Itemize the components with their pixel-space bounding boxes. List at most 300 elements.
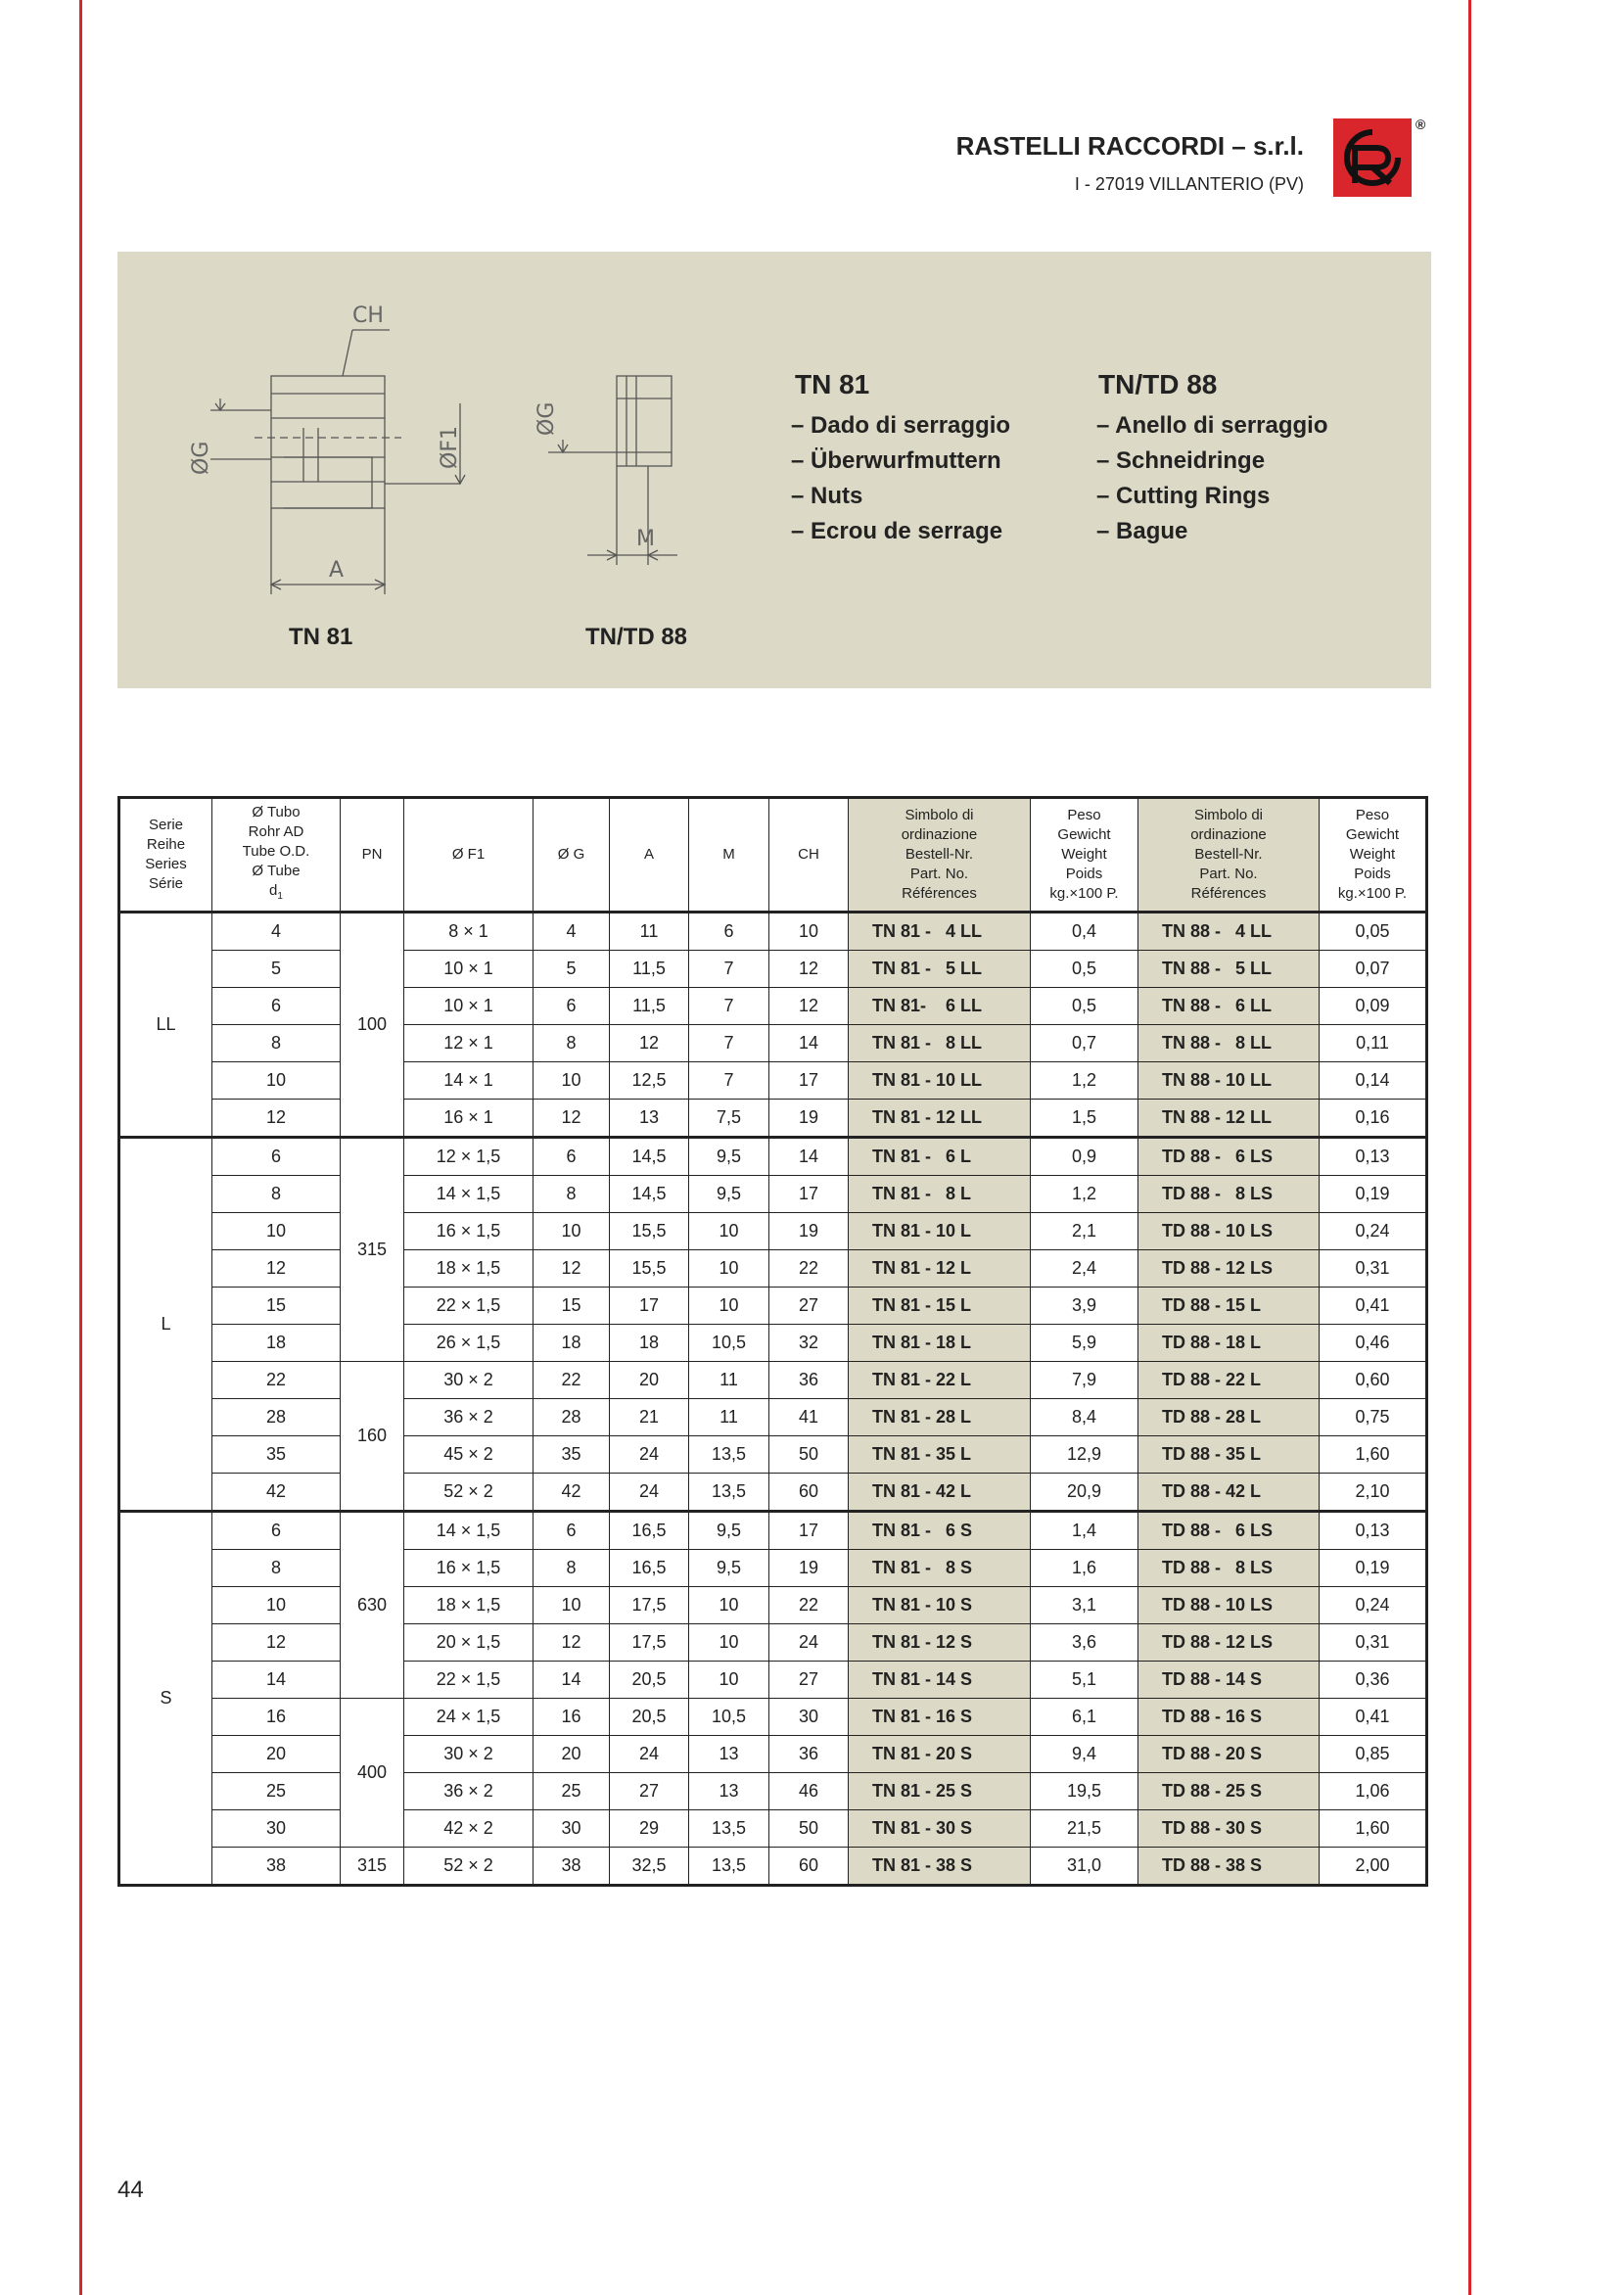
cell-tube-od: 5: [212, 951, 341, 988]
cell-g: 35: [534, 1436, 610, 1474]
cell-ch: 30: [769, 1699, 849, 1736]
cell-g: 12: [534, 1624, 610, 1662]
cell-tube-od: 28: [212, 1399, 341, 1436]
cell-f1: 24 × 1,5: [404, 1699, 534, 1736]
page-number: 44: [117, 2177, 144, 2203]
cell-a: 17,5: [610, 1587, 689, 1624]
cell-g: 18: [534, 1325, 610, 1362]
cell-weight-ring: 1,60: [1320, 1810, 1427, 1848]
cell-f1: 22 × 1,5: [404, 1288, 534, 1325]
cell-code-ring: TN 88 - 8 LL: [1138, 1025, 1320, 1062]
cell-code-nut: TN 81 - 6 S: [849, 1512, 1031, 1550]
cell-ch: 24: [769, 1624, 849, 1662]
cell-f1: 36 × 2: [404, 1773, 534, 1810]
table-row: [119, 1587, 1427, 1624]
cell-a: 24: [610, 1736, 689, 1773]
cell-a: 20: [610, 1362, 689, 1399]
table-row: [119, 1025, 1427, 1062]
cell-f1: 16 × 1: [404, 1100, 534, 1138]
cell-g: 8: [534, 1550, 610, 1587]
cell-weight-nut: 9,4: [1031, 1736, 1138, 1773]
cell-f1: 12 × 1: [404, 1025, 534, 1062]
cell-f1: 52 × 2: [404, 1848, 534, 1886]
cell-weight-ring: 0,85: [1320, 1736, 1427, 1773]
cell-a: 32,5: [610, 1848, 689, 1886]
drawing-caption-tntd88: TN/TD 88: [585, 624, 688, 650]
cell-a: 12,5: [610, 1062, 689, 1100]
label-f1: ØF1: [438, 426, 462, 469]
cell-f1: 14 × 1,5: [404, 1512, 534, 1550]
cell-weight-ring: 0,24: [1320, 1213, 1427, 1250]
cell-weight-nut: 8,4: [1031, 1399, 1138, 1436]
cell-a: 11,5: [610, 988, 689, 1025]
cell-weight-ring: 0,31: [1320, 1250, 1427, 1288]
cell-weight-ring: 0,19: [1320, 1550, 1427, 1587]
cell-f1: 42 × 2: [404, 1810, 534, 1848]
cell-code-nut: TN 81 - 12 L: [849, 1250, 1031, 1288]
cell-weight-nut: 31,0: [1031, 1848, 1138, 1886]
cell-weight-ring: 0,19: [1320, 1176, 1427, 1213]
cell-ch: 22: [769, 1587, 849, 1624]
cell-ch: 19: [769, 1100, 849, 1138]
cell-code-ring: TN 88 - 6 LL: [1138, 988, 1320, 1025]
table-row: [119, 988, 1427, 1025]
cell-m: 9,5: [689, 1512, 769, 1550]
cell-code-nut: TN 81 - 8 LL: [849, 1025, 1031, 1062]
cell-g: 8: [534, 1176, 610, 1213]
cell-code-nut: TN 81 - 38 S: [849, 1848, 1031, 1886]
cell-weight-nut: 12,9: [1031, 1436, 1138, 1474]
label-g2: ØG: [534, 401, 559, 436]
cell-weight-nut: 5,1: [1031, 1662, 1138, 1699]
cell-tube-od: 38: [212, 1848, 341, 1886]
cell-weight-ring: 0,07: [1320, 951, 1427, 988]
cell-code-nut: TN 81 - 10 LL: [849, 1062, 1031, 1100]
table-row: [119, 1550, 1427, 1587]
cell-weight-ring: 0,05: [1320, 913, 1427, 951]
cell-weight-ring: 0,31: [1320, 1624, 1427, 1662]
header-weight-ring: Peso Gewicht Weight Poids kg.×100 P.: [1320, 798, 1427, 913]
cell-f1: 18 × 1,5: [404, 1587, 534, 1624]
cell-tube-od: 12: [212, 1250, 341, 1288]
cell-code-ring: TD 88 - 10 LS: [1138, 1587, 1320, 1624]
cell-tube-od: 22: [212, 1362, 341, 1399]
cell-g: 10: [534, 1213, 610, 1250]
cell-code-ring: TD 88 - 16 S: [1138, 1699, 1320, 1736]
cell-code-nut: TN 81 - 10 L: [849, 1213, 1031, 1250]
cell-tube-od: 8: [212, 1025, 341, 1062]
company-address: I - 27019 VILLANTERIO (PV): [1074, 174, 1304, 194]
cell-g: 42: [534, 1474, 610, 1512]
label-m: M: [636, 527, 655, 551]
cell-g: 15: [534, 1288, 610, 1325]
cell-f1: 12 × 1,5: [404, 1138, 534, 1176]
table-header-row: [119, 798, 1427, 913]
cell-code-nut: TN 81 - 12 S: [849, 1624, 1031, 1662]
cell-serie: LL: [119, 913, 212, 1138]
cell-code-ring: TN 88 - 12 LL: [1138, 1100, 1320, 1138]
cell-pn: 100: [341, 913, 404, 1138]
cell-weight-nut: 2,1: [1031, 1213, 1138, 1250]
product-item: – Dado di serraggio: [791, 412, 1011, 439]
product-item: – Ecrou de serrage: [791, 518, 1003, 544]
cell-tube-od: 6: [212, 1512, 341, 1550]
table-row: [119, 1512, 1427, 1550]
table-row: [119, 1250, 1427, 1288]
cell-g: 22: [534, 1362, 610, 1399]
cell-ch: 10: [769, 913, 849, 951]
cell-g: 6: [534, 1138, 610, 1176]
cell-weight-nut: 1,5: [1031, 1100, 1138, 1138]
table-row: [119, 1810, 1427, 1848]
cell-ch: 12: [769, 951, 849, 988]
cell-m: 13,5: [689, 1436, 769, 1474]
cell-m: 7: [689, 951, 769, 988]
cell-code-nut: TN 81 - 16 S: [849, 1699, 1031, 1736]
header-tube: Ø Tubo Rohr AD Tube O.D. Ø Tube $d_1$: [212, 798, 341, 913]
cell-weight-nut: 3,1: [1031, 1587, 1138, 1624]
cell-ch: 12: [769, 988, 849, 1025]
table-row: [119, 1624, 1427, 1662]
cell-weight-ring: 0,60: [1320, 1362, 1427, 1399]
cell-code-ring: TD 88 - 6 LS: [1138, 1512, 1320, 1550]
left-margin-line: [79, 0, 82, 2295]
cell-f1: 45 × 2: [404, 1436, 534, 1474]
cell-code-nut: TN 81- 6 LL: [849, 988, 1031, 1025]
cell-code-nut: TN 81 - 42 L: [849, 1474, 1031, 1512]
cell-code-ring: TD 88 - 12 LS: [1138, 1250, 1320, 1288]
cell-code-nut: TN 81 - 10 S: [849, 1587, 1031, 1624]
cell-ch: 22: [769, 1250, 849, 1288]
product-item: – Überwurfmuttern: [791, 447, 1001, 474]
cell-code-ring: TD 88 - 6 LS: [1138, 1138, 1320, 1176]
cell-m: 9,5: [689, 1138, 769, 1176]
cell-tube-od: 42: [212, 1474, 341, 1512]
cell-tube-od: 18: [212, 1325, 341, 1362]
product-item: – Bague: [1096, 518, 1188, 544]
cell-m: 10,5: [689, 1325, 769, 1362]
table-row: [119, 1138, 1427, 1176]
cell-m: 10: [689, 1587, 769, 1624]
cell-code-ring: TD 88 - 8 LS: [1138, 1550, 1320, 1587]
cell-m: 7,5: [689, 1100, 769, 1138]
label-ch: CH: [352, 304, 384, 328]
cell-a: 21: [610, 1399, 689, 1436]
cell-tube-od: 10: [212, 1213, 341, 1250]
cell-ch: 17: [769, 1512, 849, 1550]
cell-a: 20,5: [610, 1662, 689, 1699]
cell-a: 15,5: [610, 1213, 689, 1250]
product-panel: [117, 252, 1431, 688]
cell-code-nut: TN 81 - 8 S: [849, 1550, 1031, 1587]
cell-a: 11,5: [610, 951, 689, 988]
cell-code-nut: TN 81 - 28 L: [849, 1399, 1031, 1436]
cell-a: 14,5: [610, 1176, 689, 1213]
cell-f1: 22 × 1,5: [404, 1662, 534, 1699]
cell-m: 10: [689, 1213, 769, 1250]
cell-weight-nut: 5,9: [1031, 1325, 1138, 1362]
cell-g: 30: [534, 1810, 610, 1848]
cell-ch: 36: [769, 1736, 849, 1773]
cell-code-nut: TN 81 - 22 L: [849, 1362, 1031, 1399]
cell-m: 9,5: [689, 1176, 769, 1213]
cell-g: 38: [534, 1848, 610, 1886]
table-row: [119, 951, 1427, 988]
cell-g: 6: [534, 988, 610, 1025]
cell-tube-od: 25: [212, 1773, 341, 1810]
cell-a: 24: [610, 1436, 689, 1474]
cell-f1: 16 × 1,5: [404, 1213, 534, 1250]
cell-tube-od: 16: [212, 1699, 341, 1736]
cell-weight-ring: 2,00: [1320, 1848, 1427, 1886]
cell-f1: 30 × 2: [404, 1362, 534, 1399]
cell-code-nut: TN 81 - 30 S: [849, 1810, 1031, 1848]
cell-g: 8: [534, 1025, 610, 1062]
cell-m: 13,5: [689, 1810, 769, 1848]
cell-weight-ring: 0,75: [1320, 1399, 1427, 1436]
cell-ch: 50: [769, 1436, 849, 1474]
cell-tube-od: 30: [212, 1810, 341, 1848]
cell-tube-od: 8: [212, 1176, 341, 1213]
cell-weight-nut: 1,6: [1031, 1550, 1138, 1587]
cell-ch: 17: [769, 1176, 849, 1213]
cell-m: 9,5: [689, 1550, 769, 1587]
company-logo: [1333, 118, 1412, 197]
header-g: Ø G: [534, 798, 610, 913]
cell-a: 27: [610, 1773, 689, 1810]
cell-code-ring: TD 88 - 10 LS: [1138, 1213, 1320, 1250]
product-item: – Nuts: [791, 483, 863, 509]
cell-pn: 160: [341, 1362, 404, 1512]
header-serie: Serie Reihe Series Série: [119, 798, 212, 913]
cell-code-ring: TD 88 - 42 L: [1138, 1474, 1320, 1512]
label-g: ØG: [189, 441, 213, 475]
cell-ch: 27: [769, 1288, 849, 1325]
table-row: [119, 1699, 1427, 1736]
table-row: [119, 1662, 1427, 1699]
cell-ch: 60: [769, 1848, 849, 1886]
cell-ch: 19: [769, 1213, 849, 1250]
cell-tube-od: 4: [212, 913, 341, 951]
cell-m: 6: [689, 913, 769, 951]
cell-weight-ring: 0,24: [1320, 1587, 1427, 1624]
cell-a: 12: [610, 1025, 689, 1062]
cell-tube-od: 15: [212, 1288, 341, 1325]
cell-code-nut: TN 81 - 5 LL: [849, 951, 1031, 988]
cell-tube-od: 10: [212, 1062, 341, 1100]
cell-f1: 14 × 1: [404, 1062, 534, 1100]
cell-weight-ring: 2,10: [1320, 1474, 1427, 1512]
cell-pn: 315: [341, 1138, 404, 1362]
cell-weight-nut: 1,2: [1031, 1062, 1138, 1100]
specification-table: [117, 796, 1428, 1887]
cell-ch: 27: [769, 1662, 849, 1699]
cell-a: 20,5: [610, 1699, 689, 1736]
cell-serie: S: [119, 1512, 212, 1886]
cell-code-nut: TN 81 - 12 LL: [849, 1100, 1031, 1138]
cell-m: 10: [689, 1250, 769, 1288]
cell-g: 10: [534, 1062, 610, 1100]
cell-ch: 50: [769, 1810, 849, 1848]
cell-weight-nut: 0,5: [1031, 951, 1138, 988]
cell-m: 7: [689, 1025, 769, 1062]
cell-a: 11: [610, 913, 689, 951]
registered-mark: ®: [1415, 117, 1426, 132]
cell-a: 13: [610, 1100, 689, 1138]
table-row: [119, 1399, 1427, 1436]
cell-code-nut: TN 81 - 35 L: [849, 1436, 1031, 1474]
cell-ch: 17: [769, 1062, 849, 1100]
cell-weight-nut: 20,9: [1031, 1474, 1138, 1512]
cell-code-ring: TD 88 - 38 S: [1138, 1848, 1320, 1886]
product-list-tntd88: [1096, 408, 1328, 549]
cell-f1: 16 × 1,5: [404, 1550, 534, 1587]
cell-weight-ring: 0,16: [1320, 1100, 1427, 1138]
cell-f1: 10 × 1: [404, 988, 534, 1025]
cell-code-nut: TN 81 - 8 L: [849, 1176, 1031, 1213]
cell-f1: 52 × 2: [404, 1474, 534, 1512]
cell-m: 11: [689, 1399, 769, 1436]
cell-code-ring: TN 88 - 4 LL: [1138, 913, 1320, 951]
cell-weight-nut: 0,9: [1031, 1138, 1138, 1176]
cell-f1: 8 × 1: [404, 913, 534, 951]
cell-tube-od: 8: [212, 1550, 341, 1587]
cell-tube-od: 6: [212, 1138, 341, 1176]
cell-m: 7: [689, 988, 769, 1025]
table-row: [119, 1288, 1427, 1325]
header-code-ring: Simbolo di ordinazione Bestell-Nr. Part. No. Références: [1138, 798, 1320, 913]
cell-ch: 14: [769, 1138, 849, 1176]
table-row: [119, 1062, 1427, 1100]
cell-weight-nut: 0,5: [1031, 988, 1138, 1025]
cell-f1: 36 × 2: [404, 1399, 534, 1436]
cell-f1: 26 × 1,5: [404, 1325, 534, 1362]
company-name: RASTELLI RACCORDI – s.r.l.: [955, 131, 1304, 161]
cell-g: 20: [534, 1736, 610, 1773]
cell-m: 7: [689, 1062, 769, 1100]
cell-weight-ring: 0,36: [1320, 1662, 1427, 1699]
cell-code-ring: TD 88 - 25 S: [1138, 1773, 1320, 1810]
cell-pn: 630: [341, 1512, 404, 1699]
cell-m: 11: [689, 1362, 769, 1399]
cell-pn: 315: [341, 1848, 404, 1886]
cell-m: 10,5: [689, 1699, 769, 1736]
table-row: [119, 1100, 1427, 1138]
cell-g: 12: [534, 1100, 610, 1138]
table-row: [119, 913, 1427, 951]
cell-code-ring: TN 88 - 5 LL: [1138, 951, 1320, 988]
cell-code-nut: TN 81 - 18 L: [849, 1325, 1031, 1362]
cell-g: 6: [534, 1512, 610, 1550]
cell-a: 17,5: [610, 1624, 689, 1662]
drawing-caption-tn81: TN 81: [289, 624, 353, 650]
cell-g: 14: [534, 1662, 610, 1699]
cell-g: 28: [534, 1399, 610, 1436]
cell-weight-nut: 3,6: [1031, 1624, 1138, 1662]
cell-g: 25: [534, 1773, 610, 1810]
cell-ch: 46: [769, 1773, 849, 1810]
table-row: [119, 1362, 1427, 1399]
cell-m: 13,5: [689, 1848, 769, 1886]
cell-a: 18: [610, 1325, 689, 1362]
cell-weight-ring: 0,11: [1320, 1025, 1427, 1062]
cell-code-nut: TN 81 - 14 S: [849, 1662, 1031, 1699]
cell-code-ring: TD 88 - 18 L: [1138, 1325, 1320, 1362]
table-row: [119, 1436, 1427, 1474]
cell-a: 14,5: [610, 1138, 689, 1176]
cell-code-ring: TD 88 - 12 LS: [1138, 1624, 1320, 1662]
table-row: [119, 1213, 1427, 1250]
cell-m: 10: [689, 1624, 769, 1662]
cell-code-ring: TD 88 - 15 L: [1138, 1288, 1320, 1325]
cell-a: 16,5: [610, 1550, 689, 1587]
cell-weight-nut: 0,4: [1031, 913, 1138, 951]
cell-m: 10: [689, 1288, 769, 1325]
label-a: A: [329, 558, 345, 583]
cell-g: 12: [534, 1250, 610, 1288]
header-weight-nut: Peso Gewicht Weight Poids kg.×100 P.: [1031, 798, 1138, 913]
table-row: [119, 1474, 1427, 1512]
cell-a: 15,5: [610, 1250, 689, 1288]
cell-tube-od: 20: [212, 1736, 341, 1773]
cell-tube-od: 10: [212, 1587, 341, 1624]
cell-weight-nut: 0,7: [1031, 1025, 1138, 1062]
cell-g: 16: [534, 1699, 610, 1736]
table-row: [119, 1736, 1427, 1773]
cell-tube-od: 14: [212, 1662, 341, 1699]
table-row: [119, 1848, 1427, 1886]
cell-code-nut: TN 81 - 6 L: [849, 1138, 1031, 1176]
table-row: [119, 1176, 1427, 1213]
cell-code-ring: TD 88 - 20 S: [1138, 1736, 1320, 1773]
cell-weight-ring: 0,41: [1320, 1699, 1427, 1736]
cell-a: 24: [610, 1474, 689, 1512]
cell-m: 10: [689, 1662, 769, 1699]
product-title-tntd88: TN/TD 88: [1098, 369, 1218, 399]
cell-weight-nut: 6,1: [1031, 1699, 1138, 1736]
cell-ch: 32: [769, 1325, 849, 1362]
cell-tube-od: 12: [212, 1624, 341, 1662]
cell-weight-ring: 1,60: [1320, 1436, 1427, 1474]
cell-weight-nut: 1,4: [1031, 1512, 1138, 1550]
cell-code-ring: TD 88 - 14 S: [1138, 1662, 1320, 1699]
cell-weight-nut: 21,5: [1031, 1810, 1138, 1848]
cell-a: 17: [610, 1288, 689, 1325]
cell-code-nut: TN 81 - 20 S: [849, 1736, 1031, 1773]
cell-weight-nut: 3,9: [1031, 1288, 1138, 1325]
cell-f1: 20 × 1,5: [404, 1624, 534, 1662]
cell-g: 10: [534, 1587, 610, 1624]
right-margin-line: [1468, 0, 1471, 2295]
product-item: – Anello di serraggio: [1096, 412, 1328, 439]
cell-weight-ring: 0,13: [1320, 1512, 1427, 1550]
cell-ch: 19: [769, 1550, 849, 1587]
cell-ch: 41: [769, 1399, 849, 1436]
product-list-tn81: [791, 408, 1010, 549]
cell-pn: 400: [341, 1699, 404, 1848]
cell-weight-nut: 19,5: [1031, 1773, 1138, 1810]
cell-ch: 36: [769, 1362, 849, 1399]
header-code-nut: Simbolo di ordinazione Bestell-Nr. Part. No. Références: [849, 798, 1031, 913]
cell-tube-od: 35: [212, 1436, 341, 1474]
cell-code-ring: TD 88 - 30 S: [1138, 1810, 1320, 1848]
header-ch: CH: [769, 798, 849, 913]
cell-weight-nut: 7,9: [1031, 1362, 1138, 1399]
cell-f1: 18 × 1,5: [404, 1250, 534, 1288]
cell-code-ring: TD 88 - 8 LS: [1138, 1176, 1320, 1213]
table-row: [119, 1325, 1427, 1362]
product-item: – Cutting Rings: [1096, 483, 1271, 509]
